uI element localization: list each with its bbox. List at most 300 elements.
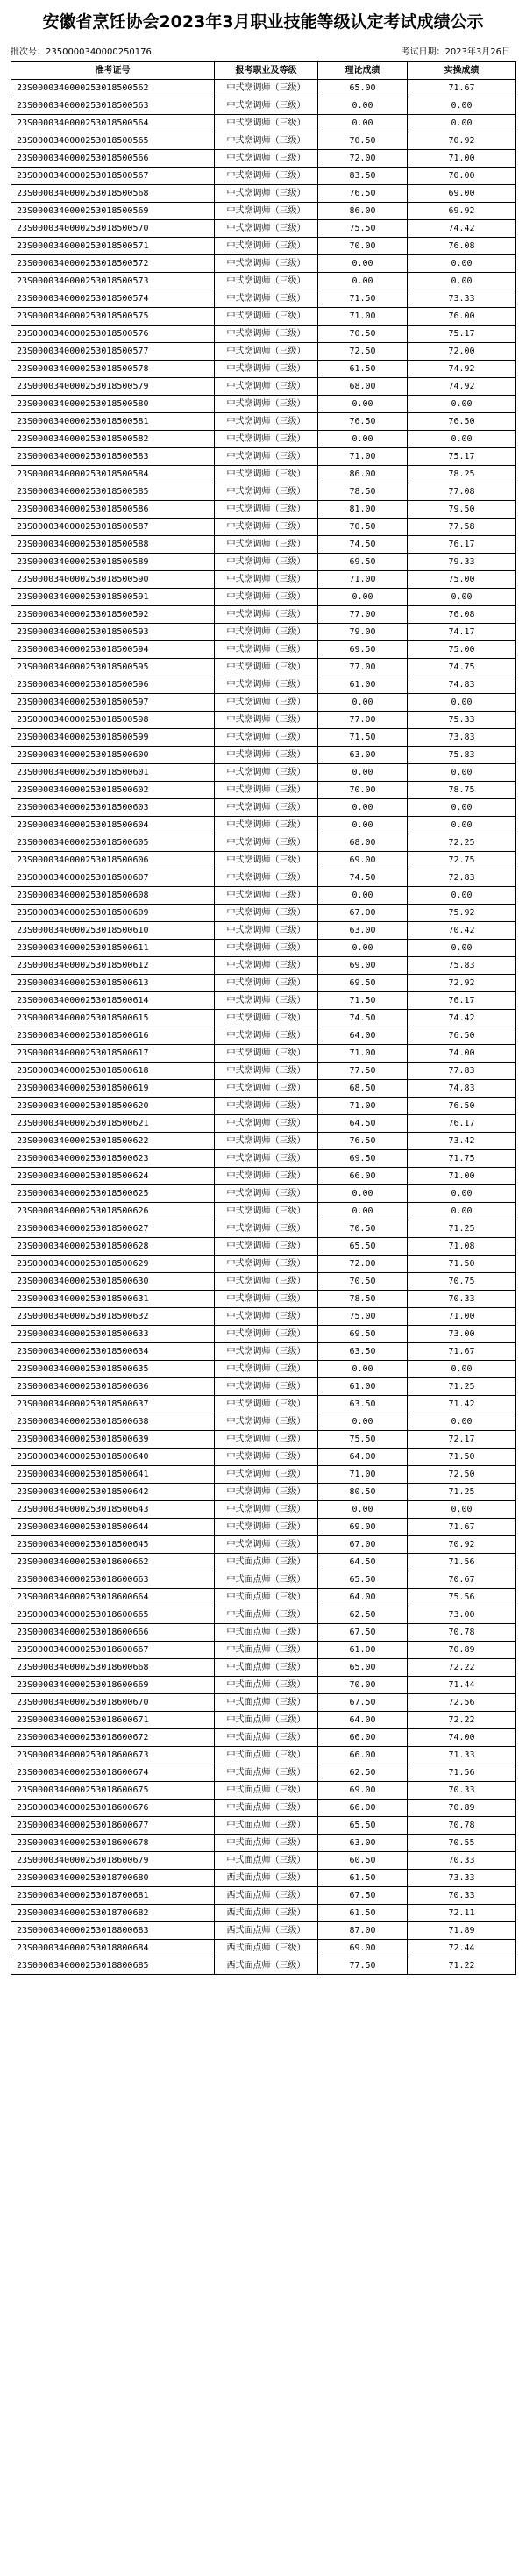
table-row xyxy=(11,132,516,150)
cell-theory-score: 67.00 xyxy=(318,1536,408,1554)
cell-theory-score: 77.50 xyxy=(318,1063,408,1080)
table-row xyxy=(11,887,516,905)
cell-occupation-level: 中式烹调师（三级） xyxy=(215,852,318,869)
table-row xyxy=(11,1063,516,1080)
cell-occupation-level: 中式烹调师（三级） xyxy=(215,957,318,975)
cell-occupation-level: 中式烹调师（三级） xyxy=(215,255,318,273)
cell-theory-score: 77.00 xyxy=(318,659,408,676)
cell-occupation-level: 中式烹调师（三级） xyxy=(215,115,318,132)
cell-occupation-level: 中式烹调师（三级） xyxy=(215,782,318,799)
table-row xyxy=(11,238,516,255)
cell-practical-score: 70.78 xyxy=(408,1817,516,1835)
batch-label: 批次号： xyxy=(11,47,46,57)
table-row xyxy=(11,1764,516,1782)
table-row xyxy=(11,273,516,290)
cell-theory-score: 70.50 xyxy=(318,1273,408,1291)
cell-theory-score: 0.00 xyxy=(318,887,408,905)
table-row xyxy=(11,1150,516,1168)
cell-ticket-number: 23S0000340000253018500627 xyxy=(11,1220,215,1238)
cell-theory-score: 76.50 xyxy=(318,1133,408,1150)
cell-practical-score: 76.00 xyxy=(408,308,516,326)
cell-occupation-level: 中式烹调师（三级） xyxy=(215,501,318,519)
cell-ticket-number: 23S0000340000253018500611 xyxy=(11,940,215,957)
cell-occupation-level: 中式烹调师（三级） xyxy=(215,1256,318,1273)
cell-ticket-number: 23S0000340000253018500594 xyxy=(11,641,215,659)
cell-practical-score: 79.33 xyxy=(408,554,516,571)
cell-occupation-level: 中式烹调师（三级） xyxy=(215,326,318,343)
table-row xyxy=(11,1519,516,1536)
table-row xyxy=(11,1203,516,1220)
cell-occupation-level: 中式烹调师（三级） xyxy=(215,905,318,922)
cell-practical-score: 71.00 xyxy=(408,1308,516,1326)
cell-ticket-number: 23S0000340000253018500577 xyxy=(11,343,215,361)
cell-ticket-number: 23S0000340000253018600675 xyxy=(11,1782,215,1800)
cell-practical-score: 76.08 xyxy=(408,606,516,624)
cell-ticket-number: 23S0000340000253018500608 xyxy=(11,887,215,905)
table-row xyxy=(11,1729,516,1747)
table-row xyxy=(11,747,516,764)
cell-occupation-level: 中式烹调师（三级） xyxy=(215,1273,318,1291)
cell-ticket-number: 23S0000340000253018600671 xyxy=(11,1712,215,1729)
cell-ticket-number: 23S0000340000253018500585 xyxy=(11,483,215,501)
cell-occupation-level: 中式烹调师（三级） xyxy=(215,1326,318,1343)
cell-ticket-number: 23S0000340000253018600666 xyxy=(11,1624,215,1642)
cell-occupation-level: 中式烹调师（三级） xyxy=(215,1519,318,1536)
cell-ticket-number: 23S0000340000253018500639 xyxy=(11,1431,215,1449)
cell-practical-score: 0.00 xyxy=(408,589,516,606)
table-header-row xyxy=(11,62,516,80)
cell-practical-score: 72.22 xyxy=(408,1712,516,1729)
table-row xyxy=(11,1957,516,1975)
table-row xyxy=(11,1536,516,1554)
cell-occupation-level: 中式烹调师（三级） xyxy=(215,1185,318,1203)
cell-ticket-number: 23S0000340000253018500571 xyxy=(11,238,215,255)
cell-practical-score: 70.33 xyxy=(408,1291,516,1308)
table-row xyxy=(11,869,516,887)
cell-practical-score: 70.33 xyxy=(408,1852,516,1870)
cell-occupation-level: 西式面点师（三级） xyxy=(215,1870,318,1887)
table-row xyxy=(11,1835,516,1852)
cell-practical-score: 74.83 xyxy=(408,1080,516,1098)
cell-occupation-level: 中式面点师（三级） xyxy=(215,1800,318,1817)
cell-theory-score: 61.50 xyxy=(318,1905,408,1922)
cell-practical-score: 74.00 xyxy=(408,1045,516,1063)
cell-theory-score: 0.00 xyxy=(318,115,408,132)
cell-occupation-level: 中式烹调师（三级） xyxy=(215,132,318,150)
cell-theory-score: 71.00 xyxy=(318,448,408,466)
table-row xyxy=(11,1624,516,1642)
cell-theory-score: 64.00 xyxy=(318,1712,408,1729)
cell-occupation-level: 中式面点师（三级） xyxy=(215,1624,318,1642)
cell-ticket-number: 23S0000340000253018500606 xyxy=(11,852,215,869)
cell-occupation-level: 中式烹调师（三级） xyxy=(215,203,318,220)
cell-ticket-number: 23S0000340000253018500581 xyxy=(11,413,215,431)
cell-practical-score: 71.50 xyxy=(408,1449,516,1466)
cell-practical-score: 71.22 xyxy=(408,1957,516,1975)
cell-occupation-level: 中式烹调师（三级） xyxy=(215,554,318,571)
cell-occupation-level: 中式烹调师（三级） xyxy=(215,975,318,992)
table-row xyxy=(11,1782,516,1800)
table-row xyxy=(11,1606,516,1624)
cell-theory-score: 70.50 xyxy=(318,1220,408,1238)
table-row xyxy=(11,1940,516,1957)
exam-date-info xyxy=(401,44,510,61)
table-row xyxy=(11,150,516,168)
cell-occupation-level: 中式烹调师（三级） xyxy=(215,589,318,606)
table-body xyxy=(11,80,516,1975)
cell-occupation-level: 中式烹调师（三级） xyxy=(215,641,318,659)
cell-practical-score: 0.00 xyxy=(408,1413,516,1431)
table-row xyxy=(11,624,516,641)
cell-ticket-number: 23S0000340000253018700682 xyxy=(11,1905,215,1922)
cell-ticket-number: 23S0000340000253018500573 xyxy=(11,273,215,290)
table-row xyxy=(11,519,516,536)
cell-practical-score: 75.00 xyxy=(408,641,516,659)
table-row xyxy=(11,185,516,203)
cell-theory-score: 65.50 xyxy=(318,1571,408,1589)
cell-theory-score: 70.50 xyxy=(318,519,408,536)
cell-occupation-level: 中式烹调师（三级） xyxy=(215,1343,318,1361)
cell-practical-score: 72.50 xyxy=(408,1466,516,1484)
cell-ticket-number: 23S0000340000253018600665 xyxy=(11,1606,215,1624)
cell-ticket-number: 23S0000340000253018500612 xyxy=(11,957,215,975)
cell-occupation-level: 中式烹调师（三级） xyxy=(215,1203,318,1220)
cell-practical-score: 0.00 xyxy=(408,799,516,817)
table-row xyxy=(11,1466,516,1484)
cell-practical-score: 72.56 xyxy=(408,1694,516,1712)
cell-ticket-number: 23S0000340000253018500628 xyxy=(11,1238,215,1256)
cell-occupation-level: 中式烹调师（三级） xyxy=(215,764,318,782)
cell-ticket-number: 23S0000340000253018600676 xyxy=(11,1800,215,1817)
cell-theory-score: 87.00 xyxy=(318,1922,408,1940)
table-row xyxy=(11,1168,516,1185)
cell-practical-score: 77.83 xyxy=(408,1063,516,1080)
cell-ticket-number: 23S0000340000253018500616 xyxy=(11,1027,215,1045)
cell-ticket-number: 23S0000340000253018500634 xyxy=(11,1343,215,1361)
table-row xyxy=(11,413,516,431)
cell-ticket-number: 23S0000340000253018500563 xyxy=(11,97,215,115)
cell-practical-score: 75.83 xyxy=(408,957,516,975)
cell-theory-score: 74.50 xyxy=(318,1010,408,1027)
cell-ticket-number: 23S0000340000253018800683 xyxy=(11,1922,215,1940)
cell-theory-score: 0.00 xyxy=(318,764,408,782)
cell-occupation-level: 中式烹调师（三级） xyxy=(215,536,318,554)
header-theory-score: 理论成绩 xyxy=(318,62,408,80)
table-row xyxy=(11,554,516,571)
cell-ticket-number: 23S0000340000253018500624 xyxy=(11,1168,215,1185)
cell-practical-score: 69.00 xyxy=(408,185,516,203)
cell-ticket-number: 23S0000340000253018700681 xyxy=(11,1887,215,1905)
cell-practical-score: 71.67 xyxy=(408,80,516,97)
cell-ticket-number: 23S0000340000253018500599 xyxy=(11,729,215,747)
cell-ticket-number: 23S0000340000253018600664 xyxy=(11,1589,215,1606)
cell-practical-score: 76.17 xyxy=(408,1115,516,1133)
cell-practical-score: 70.92 xyxy=(408,1536,516,1554)
batch-number: 2350000340000250176 xyxy=(46,47,152,57)
cell-occupation-level: 中式烹调师（三级） xyxy=(215,1220,318,1238)
cell-occupation-level: 中式烹调师（三级） xyxy=(215,308,318,326)
table-row xyxy=(11,1747,516,1764)
table-row xyxy=(11,326,516,343)
cell-practical-score: 0.00 xyxy=(408,1203,516,1220)
table-row xyxy=(11,1589,516,1606)
cell-ticket-number: 23S0000340000253018500579 xyxy=(11,378,215,396)
meta-bar xyxy=(0,44,526,61)
cell-ticket-number: 23S0000340000253018500625 xyxy=(11,1185,215,1203)
table-row xyxy=(11,1115,516,1133)
cell-practical-score: 0.00 xyxy=(408,817,516,834)
table-row xyxy=(11,378,516,396)
cell-practical-score: 71.75 xyxy=(408,1150,516,1168)
cell-theory-score: 0.00 xyxy=(318,1413,408,1431)
cell-occupation-level: 中式烹调师（三级） xyxy=(215,1361,318,1378)
table-row xyxy=(11,1378,516,1396)
cell-theory-score: 63.00 xyxy=(318,922,408,940)
cell-practical-score: 71.67 xyxy=(408,1519,516,1536)
cell-practical-score: 71.56 xyxy=(408,1554,516,1571)
cell-ticket-number: 23S0000340000253018800685 xyxy=(11,1957,215,1975)
cell-practical-score: 77.08 xyxy=(408,483,516,501)
cell-ticket-number: 23S0000340000253018500592 xyxy=(11,606,215,624)
cell-theory-score: 68.50 xyxy=(318,1080,408,1098)
cell-ticket-number: 23S0000340000253018500562 xyxy=(11,80,215,97)
cell-practical-score: 0.00 xyxy=(408,396,516,413)
table-row xyxy=(11,1010,516,1027)
table-row xyxy=(11,712,516,729)
cell-theory-score: 86.00 xyxy=(318,203,408,220)
cell-ticket-number: 23S0000340000253018600670 xyxy=(11,1694,215,1712)
cell-theory-score: 78.50 xyxy=(318,483,408,501)
cell-occupation-level: 中式烹调师（三级） xyxy=(215,413,318,431)
cell-ticket-number: 23S0000340000253018500583 xyxy=(11,448,215,466)
cell-occupation-level: 中式烹调师（三级） xyxy=(215,1063,318,1080)
table-row xyxy=(11,1256,516,1273)
cell-practical-score: 74.00 xyxy=(408,1729,516,1747)
table-row xyxy=(11,1449,516,1466)
cell-ticket-number: 23S0000340000253018500590 xyxy=(11,571,215,589)
cell-occupation-level: 中式面点师（三级） xyxy=(215,1677,318,1694)
cell-ticket-number: 23S0000340000253018500602 xyxy=(11,782,215,799)
cell-practical-score: 76.50 xyxy=(408,1027,516,1045)
cell-practical-score: 71.25 xyxy=(408,1484,516,1501)
cell-theory-score: 0.00 xyxy=(318,273,408,290)
cell-theory-score: 69.50 xyxy=(318,975,408,992)
cell-practical-score: 70.92 xyxy=(408,132,516,150)
cell-ticket-number: 23S0000340000253018500567 xyxy=(11,168,215,185)
cell-practical-score: 0.00 xyxy=(408,97,516,115)
cell-ticket-number: 23S0000340000253018500642 xyxy=(11,1484,215,1501)
cell-practical-score: 0.00 xyxy=(408,887,516,905)
cell-theory-score: 67.00 xyxy=(318,905,408,922)
cell-theory-score: 0.00 xyxy=(318,1501,408,1519)
table-row xyxy=(11,1027,516,1045)
cell-theory-score: 71.00 xyxy=(318,1466,408,1484)
cell-practical-score: 72.11 xyxy=(408,1905,516,1922)
cell-practical-score: 75.33 xyxy=(408,712,516,729)
cell-practical-score: 71.25 xyxy=(408,1220,516,1238)
cell-practical-score: 71.00 xyxy=(408,150,516,168)
cell-theory-score: 0.00 xyxy=(318,1203,408,1220)
cell-practical-score: 76.17 xyxy=(408,536,516,554)
cell-theory-score: 66.00 xyxy=(318,1729,408,1747)
cell-theory-score: 71.00 xyxy=(318,1045,408,1063)
table-row xyxy=(11,1887,516,1905)
cell-theory-score: 0.00 xyxy=(318,1185,408,1203)
cell-ticket-number: 23S0000340000253018500601 xyxy=(11,764,215,782)
cell-theory-score: 69.50 xyxy=(318,1326,408,1343)
cell-occupation-level: 中式烹调师（三级） xyxy=(215,168,318,185)
cell-ticket-number: 23S0000340000253018500619 xyxy=(11,1080,215,1098)
table-row xyxy=(11,852,516,869)
header-occupation-level: 报考职业及等级 xyxy=(215,62,318,80)
cell-occupation-level: 中式烹调师（三级） xyxy=(215,448,318,466)
table-row xyxy=(11,1642,516,1659)
cell-theory-score: 70.50 xyxy=(318,132,408,150)
cell-occupation-level: 中式烹调师（三级） xyxy=(215,1238,318,1256)
cell-ticket-number: 23S0000340000253018500644 xyxy=(11,1519,215,1536)
table-row xyxy=(11,1484,516,1501)
cell-practical-score: 75.00 xyxy=(408,571,516,589)
cell-occupation-level: 中式烹调师（三级） xyxy=(215,1080,318,1098)
table-row xyxy=(11,957,516,975)
cell-theory-score: 64.00 xyxy=(318,1027,408,1045)
cell-practical-score: 0.00 xyxy=(408,940,516,957)
cell-practical-score: 74.92 xyxy=(408,361,516,378)
table-row xyxy=(11,1326,516,1343)
cell-practical-score: 71.56 xyxy=(408,1764,516,1782)
cell-ticket-number: 23S0000340000253018500574 xyxy=(11,290,215,308)
cell-occupation-level: 中式面点师（三级） xyxy=(215,1589,318,1606)
cell-theory-score: 64.00 xyxy=(318,1589,408,1606)
table-row xyxy=(11,1694,516,1712)
cell-theory-score: 76.50 xyxy=(318,185,408,203)
cell-theory-score: 68.00 xyxy=(318,378,408,396)
cell-theory-score: 67.50 xyxy=(318,1694,408,1712)
cell-theory-score: 0.00 xyxy=(318,694,408,712)
cell-theory-score: 69.00 xyxy=(318,1519,408,1536)
cell-occupation-level: 中式烹调师（三级） xyxy=(215,992,318,1010)
cell-occupation-level: 中式烹调师（三级） xyxy=(215,1027,318,1045)
cell-occupation-level: 中式烹调师（三级） xyxy=(215,1501,318,1519)
table-row xyxy=(11,80,516,97)
cell-theory-score: 64.00 xyxy=(318,1449,408,1466)
table-row xyxy=(11,1238,516,1256)
table-row xyxy=(11,1905,516,1922)
table-row xyxy=(11,571,516,589)
cell-occupation-level: 中式烹调师（三级） xyxy=(215,1133,318,1150)
cell-occupation-level: 中式面点师（三级） xyxy=(215,1712,318,1729)
cell-occupation-level: 中式烹调师（三级） xyxy=(215,220,318,238)
cell-theory-score: 0.00 xyxy=(318,255,408,273)
cell-occupation-level: 西式面点师（三级） xyxy=(215,1940,318,1957)
cell-occupation-level: 中式烹调师（三级） xyxy=(215,378,318,396)
cell-practical-score: 0.00 xyxy=(408,431,516,448)
cell-practical-score: 73.42 xyxy=(408,1133,516,1150)
cell-occupation-level: 中式烹调师（三级） xyxy=(215,606,318,624)
cell-ticket-number: 23S0000340000253018600678 xyxy=(11,1835,215,1852)
cell-practical-score: 72.22 xyxy=(408,1659,516,1677)
cell-theory-score: 71.50 xyxy=(318,729,408,747)
cell-ticket-number: 23S0000340000253018500617 xyxy=(11,1045,215,1063)
cell-ticket-number: 23S0000340000253018500618 xyxy=(11,1063,215,1080)
cell-theory-score: 66.00 xyxy=(318,1168,408,1185)
cell-ticket-number: 23S0000340000253018500615 xyxy=(11,1010,215,1027)
cell-occupation-level: 西式面点师（三级） xyxy=(215,1957,318,1975)
cell-ticket-number: 23S0000340000253018500623 xyxy=(11,1150,215,1168)
table-row xyxy=(11,606,516,624)
cell-practical-score: 77.58 xyxy=(408,519,516,536)
table-row xyxy=(11,1501,516,1519)
table-row xyxy=(11,589,516,606)
table-row xyxy=(11,641,516,659)
cell-practical-score: 73.00 xyxy=(408,1606,516,1624)
cell-theory-score: 65.50 xyxy=(318,1817,408,1835)
cell-ticket-number: 23S0000340000253018800684 xyxy=(11,1940,215,1957)
table-row xyxy=(11,431,516,448)
cell-theory-score: 77.50 xyxy=(318,1957,408,1975)
cell-practical-score: 0.00 xyxy=(408,764,516,782)
cell-practical-score: 70.75 xyxy=(408,1273,516,1291)
cell-theory-score: 71.50 xyxy=(318,992,408,1010)
cell-theory-score: 0.00 xyxy=(318,589,408,606)
table-row xyxy=(11,1291,516,1308)
cell-occupation-level: 中式烹调师（三级） xyxy=(215,483,318,501)
cell-practical-score: 71.00 xyxy=(408,1168,516,1185)
cell-theory-score: 66.00 xyxy=(318,1800,408,1817)
cell-theory-score: 69.50 xyxy=(318,1150,408,1168)
cell-theory-score: 83.50 xyxy=(318,168,408,185)
cell-occupation-level: 中式烹调师（三级） xyxy=(215,1378,318,1396)
table-row xyxy=(11,676,516,694)
cell-occupation-level: 中式面点师（三级） xyxy=(215,1606,318,1624)
cell-theory-score: 0.00 xyxy=(318,396,408,413)
cell-ticket-number: 23S0000340000253018500632 xyxy=(11,1308,215,1326)
cell-theory-score: 63.50 xyxy=(318,1396,408,1413)
table-row xyxy=(11,203,516,220)
cell-theory-score: 72.50 xyxy=(318,343,408,361)
cell-practical-score: 70.42 xyxy=(408,922,516,940)
cell-theory-score: 80.50 xyxy=(318,1484,408,1501)
table-row xyxy=(11,905,516,922)
cell-theory-score: 0.00 xyxy=(318,817,408,834)
cell-theory-score: 0.00 xyxy=(318,799,408,817)
cell-occupation-level: 中式烹调师（三级） xyxy=(215,238,318,255)
cell-occupation-level: 中式烹调师（三级） xyxy=(215,361,318,378)
cell-practical-score: 73.33 xyxy=(408,290,516,308)
cell-theory-score: 71.00 xyxy=(318,571,408,589)
cell-occupation-level: 中式烹调师（三级） xyxy=(215,185,318,203)
cell-occupation-level: 中式烹调师（三级） xyxy=(215,624,318,641)
cell-ticket-number: 23S0000340000253018500643 xyxy=(11,1501,215,1519)
table-row xyxy=(11,1343,516,1361)
cell-occupation-level: 西式面点师（三级） xyxy=(215,1922,318,1940)
cell-practical-score: 70.33 xyxy=(408,1887,516,1905)
cell-occupation-level: 中式面点师（三级） xyxy=(215,1747,318,1764)
cell-practical-score: 70.89 xyxy=(408,1642,516,1659)
cell-practical-score: 74.42 xyxy=(408,1010,516,1027)
cell-occupation-level: 中式烹调师（三级） xyxy=(215,466,318,483)
header-practical-score: 实操成绩 xyxy=(408,62,516,80)
cell-occupation-level: 中式烹调师（三级） xyxy=(215,799,318,817)
cell-theory-score: 74.50 xyxy=(318,869,408,887)
cell-practical-score: 71.42 xyxy=(408,1396,516,1413)
table-row xyxy=(11,1817,516,1835)
cell-occupation-level: 中式烹调师（三级） xyxy=(215,676,318,694)
cell-ticket-number: 23S0000340000253018500614 xyxy=(11,992,215,1010)
table-row xyxy=(11,168,516,185)
cell-practical-score: 72.25 xyxy=(408,834,516,852)
cell-practical-score: 71.50 xyxy=(408,1256,516,1273)
